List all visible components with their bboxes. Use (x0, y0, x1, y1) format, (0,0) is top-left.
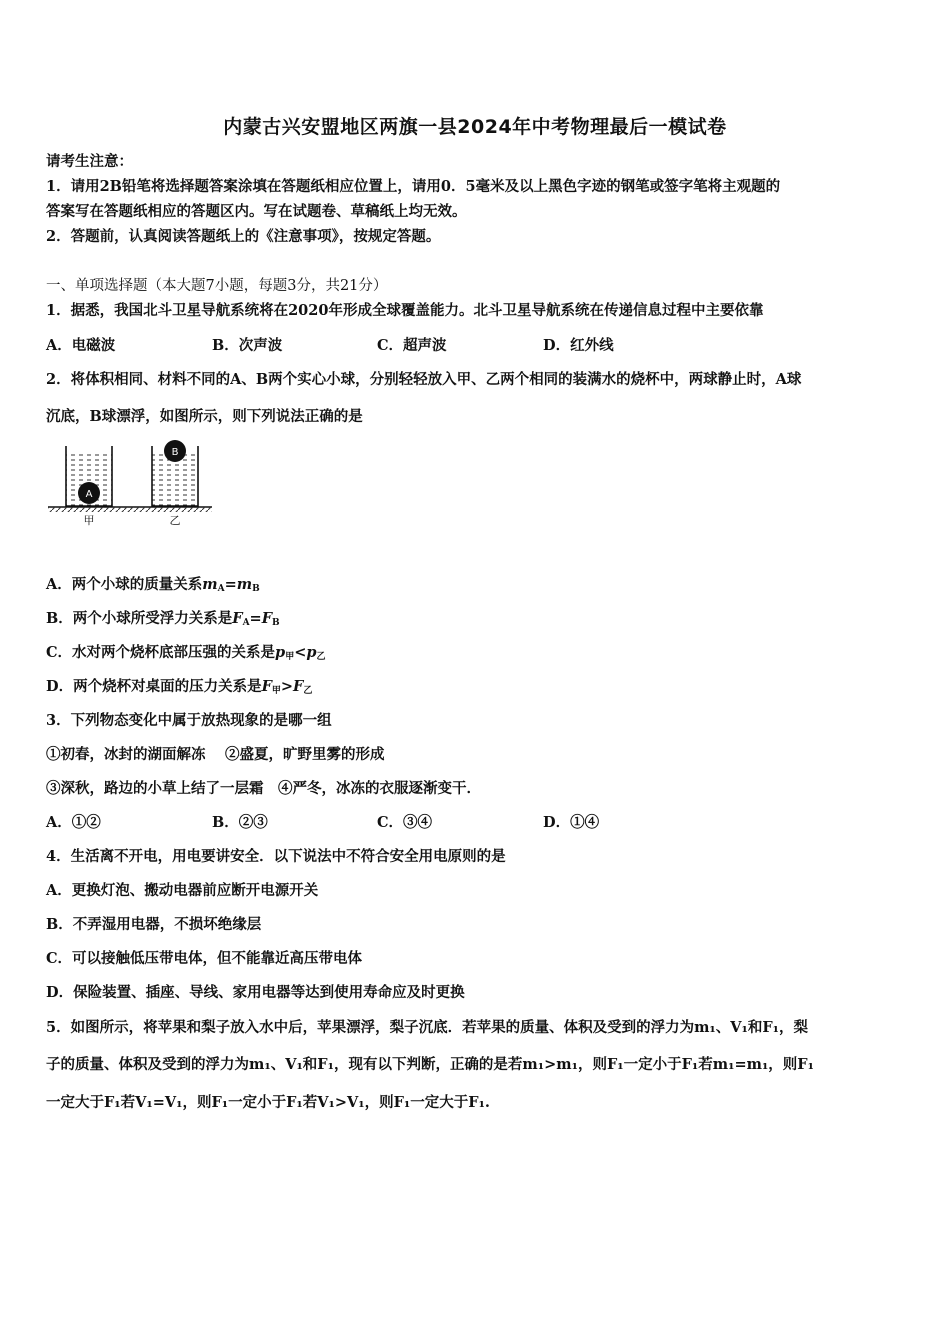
q2-d-f2: F (293, 678, 304, 695)
q4-stem: 4．生活离不开电，用电要讲安全．以下说法中不符合安全用电原则的是 (46, 848, 506, 865)
q1-option-b: B．次声波 (212, 337, 283, 354)
q2-c-p1: p (275, 644, 286, 661)
q5-line-1: 5．如图所示，将苹果和梨子放入水中后，苹果漂浮，梨子沉底．若苹果的质量、体积及受到的浮力为m₁、V₁和F₁，梨 (46, 1019, 809, 1036)
notice-line-3: 2．答题前，认真阅读答题纸上的《注意事项》，按规定答题。 (46, 228, 441, 245)
q2-d-op: > (280, 678, 294, 695)
q2-a-eq: = (224, 576, 237, 593)
q2-b-text: B．两个小球所受浮力关系是 (46, 610, 233, 627)
q4-option-d: D．保险装置、插座、导线、家用电器等达到使用寿命应及时更换 (46, 984, 465, 1001)
q2-d-text: D．两个烧杯对桌面的压力关系是 (46, 678, 262, 695)
notice-heading: 请考生注意： (46, 153, 133, 170)
q2-c-s2: 乙 (316, 652, 326, 662)
q2-option-b (46, 609, 280, 633)
section-heading: 一、单项选择题（本大题7小题，每题3分，共21分） (46, 278, 388, 294)
q3-option-d: D．①④ (543, 814, 600, 831)
q2-option-a (46, 575, 260, 599)
q2-a-m2: m (236, 576, 253, 593)
notice-line-2: 答案写在答题纸相应的答题区内。写在试题卷、草稿纸上均无效。 (46, 203, 467, 220)
caption-yi: 乙 (169, 514, 181, 527)
q2-b-s1: A (242, 618, 250, 628)
q3-option-c: C．③④ (377, 814, 433, 831)
table-hatch (48, 507, 212, 512)
beakers-figure (46, 438, 216, 530)
q2-c-p2: p (306, 644, 317, 661)
q2-d-s1: 甲 (271, 686, 281, 696)
q2-c-op: < (294, 644, 307, 661)
q2-option-d (46, 677, 312, 701)
q3-line-2: ③深秋，路边的小草上结了一层霜 ④严冬，冰冻的衣服逐渐变干． (46, 780, 481, 797)
q3-option-a: A．①② (46, 814, 101, 831)
q2-a-text: A．两个小球的质量关系 (46, 576, 203, 593)
q1-option-c: C．超声波 (377, 337, 447, 354)
q2-b-f1: F (232, 610, 243, 627)
ball-b-label: B (171, 447, 179, 458)
q1-option-a: A．电磁波 (46, 337, 116, 354)
q1-option-d: D．红外线 (543, 337, 614, 354)
q3-line-1: ①初春，冰封的湖面解冻 ②盛夏，旷野里雾的形成 (46, 746, 385, 763)
q2-stem-2: 沉底，B球漂浮，如图所示，则下列说法正确的是 (46, 408, 363, 425)
q1-stem: 1．据悉，我国北斗卫星导航系统将在2020年形成全球覆盖能力。北斗卫星导航系统在传递信息过程中主要依靠 (46, 302, 764, 319)
beakers-diagram (46, 438, 216, 530)
q2-option-c (46, 643, 326, 667)
q4-option-c: C．可以接触低压带电体，但不能靠近高压带电体 (46, 950, 363, 967)
page-title: 内蒙古兴安盟地区两旗一县2024年中考物理最后一模试卷 (223, 116, 727, 138)
q3-option-b: B．②③ (212, 814, 268, 831)
q2-a-m1: m (202, 576, 218, 593)
q2-c-text: C．水对两个烧杯底部压强的关系是 (46, 644, 276, 661)
q2-d-f1: F (261, 678, 272, 695)
q2-b-s2: B (272, 618, 280, 628)
q5-line-3: 一定大于F₁若V₁=V₁，则F₁一定小于F₁若V₁>V₁，则F₁一定大于F₁. (46, 1094, 490, 1111)
q2-b-f2: F (261, 610, 272, 627)
q2-d-s2: 乙 (303, 686, 313, 696)
q2-b-eq: = (249, 610, 262, 627)
notice-line-1: 1．请用2B铅笔将选择题答案涂填在答题纸相应位置上，请用0．5毫米及以上黑色字迹的钢笔或签字笔将主观题的 (46, 178, 781, 195)
q4-option-b: B．不弄湿用电器，不损坏绝缘层 (46, 916, 262, 933)
q2-c-s1: 甲 (285, 652, 295, 662)
q4-option-a: A．更换灯泡、搬动电器前应断开电源开关 (46, 882, 319, 899)
q2-a-s2: B (252, 584, 260, 594)
q2-stem-1: 2．将体积相同、材料不同的A、B两个实心小球，分别轻轻放入甲、乙两个相同的装满水的烧杯中，两球静止时，A球 (46, 371, 802, 388)
q2-a-s1: A (217, 584, 225, 594)
ball-a-label: A (85, 489, 93, 500)
q5-line-2: 子的质量、体积及受到的浮力为m₁、V₁和F₁，现有以下判断，正确的是若m₁>m₁，则F₁一定小于F₁若m₁=m₁，则F₁ (46, 1056, 814, 1073)
q3-stem: 3．下列物态变化中属于放热现象的是哪一组 (46, 712, 332, 729)
caption-jia: 甲 (83, 514, 95, 527)
